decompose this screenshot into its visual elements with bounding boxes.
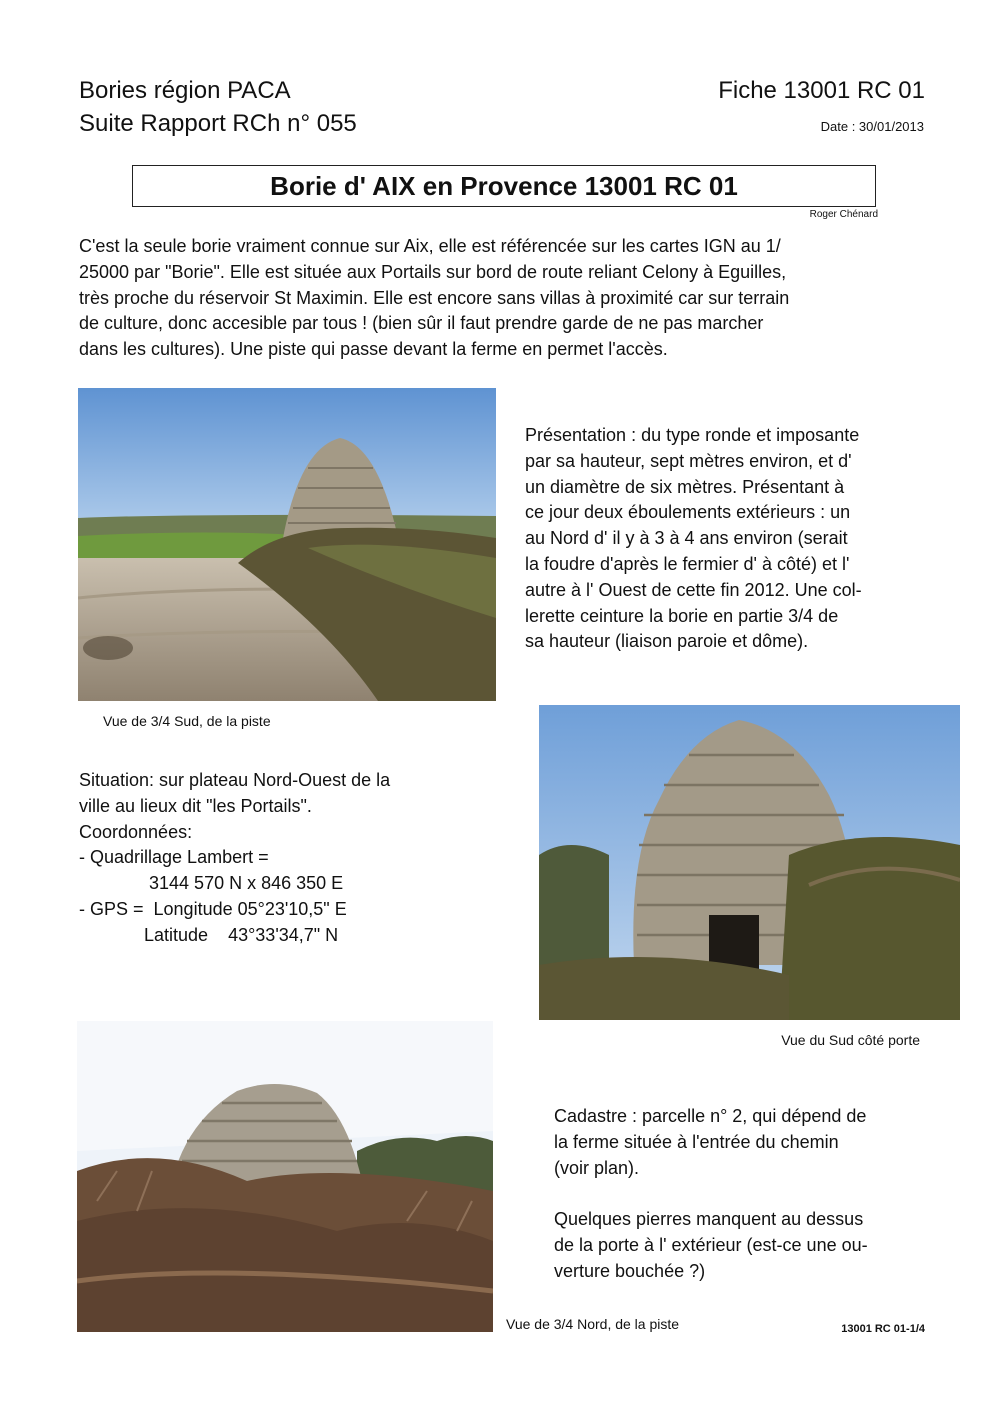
- presentation-line: par sa hauteur, sept mètres environ, et d': [525, 450, 852, 471]
- intro-line: dans les cultures). Une piste qui passe devant la ferme en permet l'accès.: [79, 339, 668, 360]
- author: Roger Chénard: [809, 209, 878, 220]
- presentation-line: lerette ceinture la borie en partie 3/4 de: [525, 605, 839, 626]
- cadastre-line: Cadastre : parcelle n° 2, qui dépend de: [554, 1106, 867, 1126]
- page-title: Borie d' AIX en Provence 13001 RC 01: [132, 165, 876, 207]
- cadastre-line: de la porte à l' extérieur (est-ce une ou-: [554, 1234, 868, 1255]
- header-fiche: Fiche 13001 RC 01: [718, 77, 925, 104]
- header-report: Suite Rapport RCh n° 055: [79, 110, 357, 137]
- situation-line: Situation: sur plateau Nord-Ouest de la: [79, 770, 391, 790]
- presentation-line: autre à l' Ouest de cette fin 2012. Une col-: [525, 579, 862, 600]
- header-date: Date : 30/01/2013: [820, 119, 924, 134]
- intro-paragraph: [79, 234, 789, 363]
- photo-borie-south-door: [539, 705, 960, 1020]
- intro-line: très proche du réservoir St Maximin. Elle est encore sans villas à proximité car sur terrain: [79, 287, 790, 308]
- cadastre-line: Quelques pierres manquent au dessus: [554, 1209, 864, 1230]
- presentation-line: un diamètre de six mètres. Présentant à: [525, 476, 845, 497]
- cadastre-line: (voir plan).: [554, 1157, 640, 1178]
- photo-borie-south-three-quarter: [78, 388, 496, 701]
- cadastre-line: [554, 1181, 868, 1207]
- cadastre-line: verture bouchée ?): [554, 1260, 706, 1281]
- situation-paragraph: [79, 768, 390, 949]
- caption-photo3: Vue de 3/4 Nord, de la piste: [506, 1316, 680, 1332]
- presentation-line: ce jour deux éboulements extérieurs : un: [525, 502, 851, 523]
- page-reference: 13001 RC 01-1/4: [841, 1323, 925, 1335]
- cadastre-paragraph: [554, 1104, 868, 1285]
- presentation-line: au Nord d' il y à 3 à 4 ans environ (serait: [525, 528, 848, 549]
- intro-line: de culture, donc accesible par tous ! (bien sûr il faut prendre garde de ne pas marcher: [79, 313, 764, 334]
- situation-line: Latitude 43°33'34,7" N: [79, 924, 339, 945]
- situation-line: Coordonnées:: [79, 821, 193, 842]
- situation-line: - GPS = Longitude 05°23'10,5" E: [79, 898, 347, 919]
- cadastre-line: la ferme située à l'entrée du chemin: [554, 1131, 839, 1152]
- presentation-line: Présentation : du type ronde et imposante: [525, 425, 860, 445]
- caption-photo2: Vue du Sud côté porte: [781, 1032, 920, 1048]
- situation-line: 3144 570 N x 846 350 E: [79, 873, 344, 894]
- situation-line: - Quadrillage Lambert =: [79, 847, 269, 868]
- presentation-line: sa hauteur (liaison paroie et dôme).: [525, 631, 809, 652]
- caption-photo1: Vue de 3/4 Sud, de la piste: [103, 713, 271, 729]
- photo-borie-north-three-quarter: [77, 1021, 493, 1332]
- intro-line: 25000 par "Borie". Elle est située aux Portails sur bord de route reliant Celony à Eguilles,: [79, 261, 787, 282]
- presentation-line: la foudre d'après le fermier d' à côté) et l': [525, 553, 850, 574]
- presentation-paragraph: [525, 423, 862, 655]
- header-region: Bories région PACA: [79, 77, 291, 104]
- intro-line: C'est la seule borie vraiment connue sur Aix, elle est référencée sur les cartes IGN au 1/: [79, 236, 781, 256]
- situation-line: ville au lieux dit "les Portails".: [79, 795, 312, 816]
